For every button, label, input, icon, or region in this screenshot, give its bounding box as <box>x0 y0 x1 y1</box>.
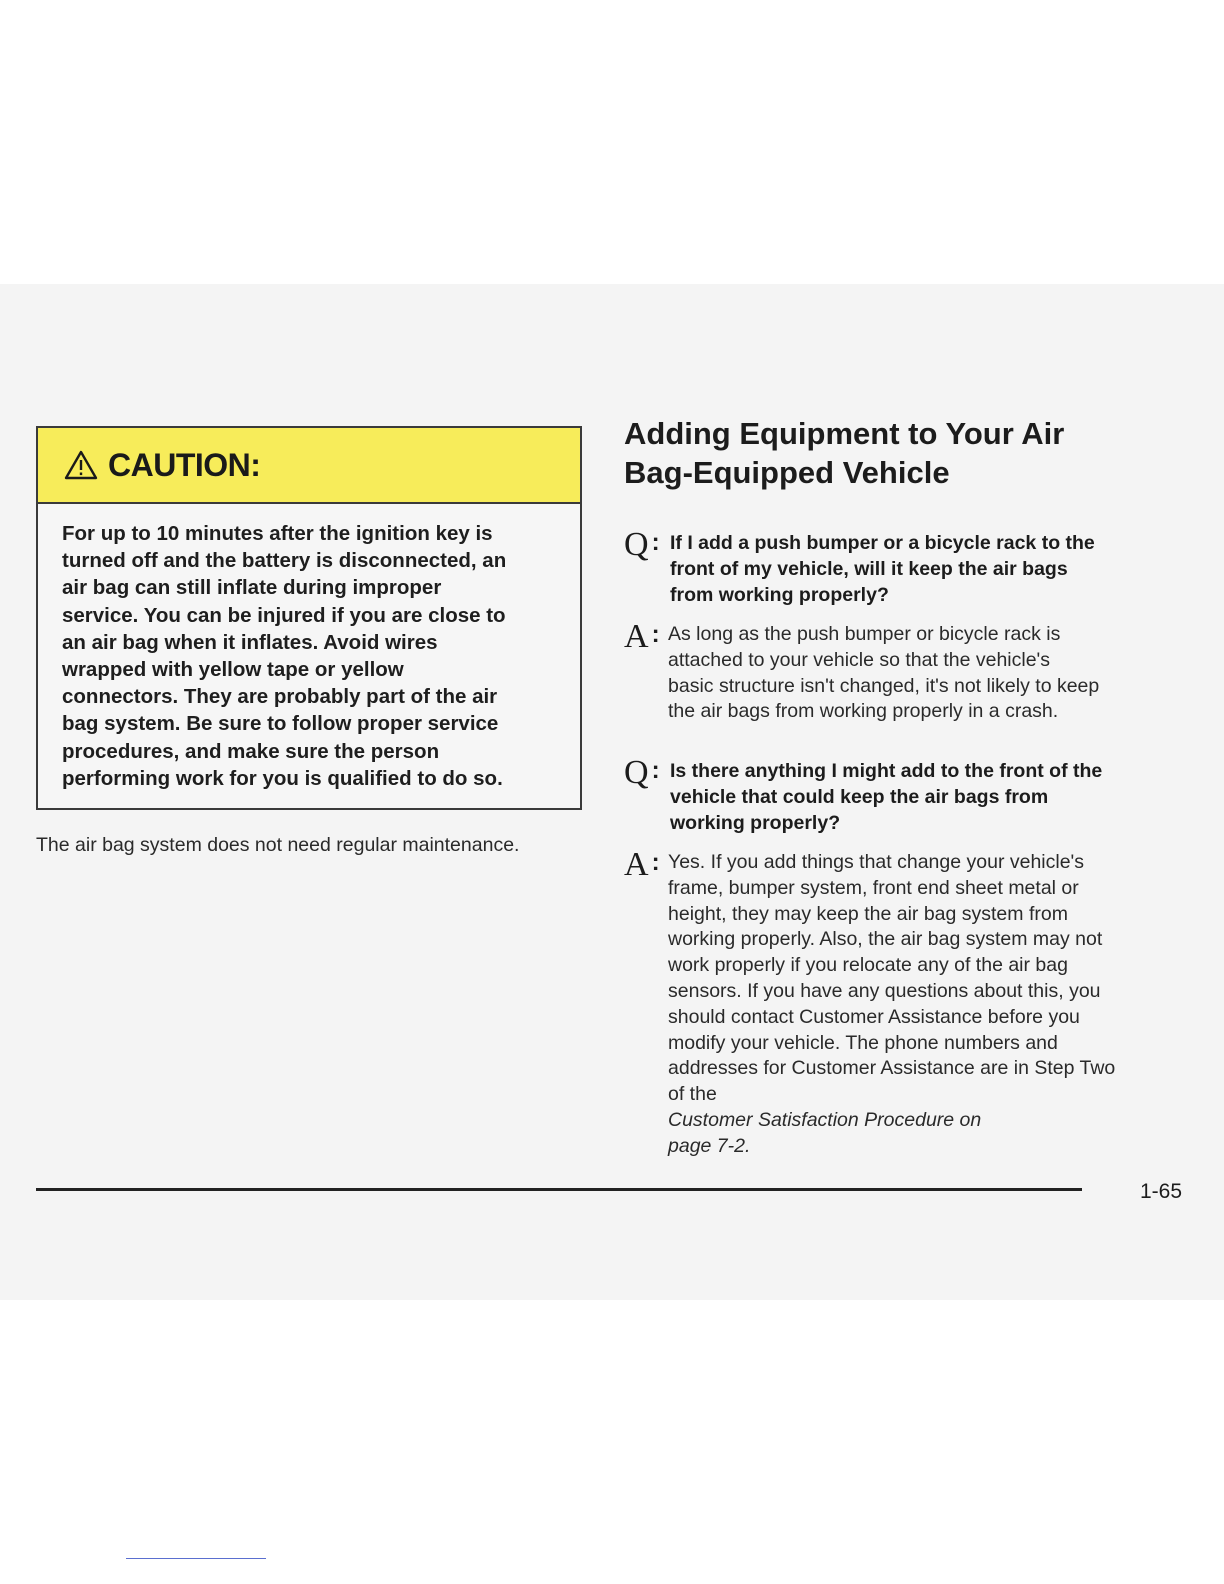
qa-item <box>624 526 1204 726</box>
heading-line: Bag-Equipped Vehicle <box>624 455 950 490</box>
page-number: 1-65 <box>1140 1180 1183 1203</box>
answer-mark: A : <box>624 846 660 883</box>
question-text: Is there anything I might add to the front of the vehicle that could keep the air bags from working properly? <box>670 760 1103 834</box>
caution-header <box>38 428 580 504</box>
caution-line: connectors. They are probably part of the air <box>62 685 498 709</box>
answer-text: Yes. If you add things that change your vehicle's frame, bumper system, front end sheet metal or height, they may keep the air bag system from working properly. Also, the air bag system may not work properly if you relocate any of the air bag sensors. If you have any questions about this, you should contact Customer Assistance before you modify your vehicle. The phone numbers and addresses for Customer Assistance are in Step Two of the Customer Satisfaction Procedure on page 7-2. <box>668 851 1116 1157</box>
question-mark: Q : <box>624 754 660 791</box>
maintenance-note: The air bag system does not need regular maintenance. <box>36 834 520 856</box>
caution-box <box>36 426 582 810</box>
caution-line: air bag can still inflate during improper <box>62 576 442 600</box>
caution-line: bag system. Be sure to follow proper service <box>62 712 499 736</box>
warning-triangle-icon <box>64 450 98 480</box>
question-mark: Q : <box>624 526 660 563</box>
caution-line: performing work for you is qualified to do so. <box>62 766 503 790</box>
cross-reference-link: Customer Satisfaction Procedure on <box>668 1108 982 1131</box>
section-heading <box>624 414 1064 492</box>
answer-mark: A : <box>624 618 660 655</box>
caution-line: For up to 10 minutes after the ignition key is <box>62 522 493 545</box>
caution-line: service. You can be injured if you are close to <box>62 603 506 627</box>
heading-line: Adding Equipment to Your Air <box>624 416 1065 451</box>
answer-text: As long as the push bumper or bicycle rack is attached to your vehicle so that the vehicle's basic structure isn't changed, it's not likely to keep the air bags from working properly in a crash. <box>668 623 1100 723</box>
footer-rule <box>36 1188 1082 1191</box>
caution-line: wrapped with yellow tape or yellow <box>62 658 404 682</box>
caution-title: CAUTION: <box>108 446 261 483</box>
caution-line: procedures, and make sure the person <box>62 739 440 763</box>
divider-line <box>126 1558 266 1559</box>
caution-line: an air bag when it inflates. Avoid wires <box>62 630 438 654</box>
cross-reference-page: page 7-2. <box>668 1134 751 1157</box>
caution-line: turned off and the battery is disconnected, an <box>62 549 507 573</box>
qa-item <box>624 754 1204 1157</box>
caution-text <box>38 504 580 792</box>
question-text: If I add a push bumper or a bicycle rack to the front of my vehicle, will it keep the air bags from working properly? <box>670 532 1095 606</box>
